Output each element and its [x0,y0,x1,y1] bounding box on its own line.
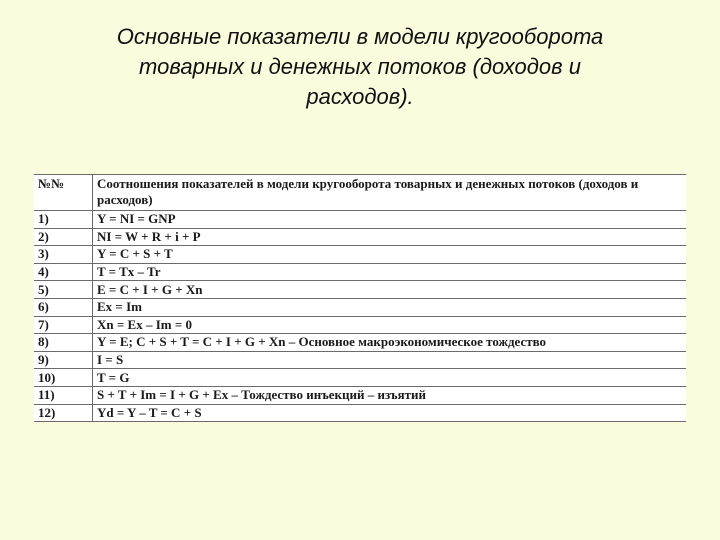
table-row [34,263,686,281]
row-number: 4) [34,263,93,281]
table-row [34,228,686,246]
ratios-table [34,174,686,422]
table-row [34,298,686,316]
row-number: 3) [34,246,93,264]
table-row [34,211,686,229]
row-number: 5) [34,281,93,299]
row-number: 8) [34,334,93,352]
table-row [34,281,686,299]
row-formula: T = G [93,369,687,387]
title-line-3: расходов). [306,84,414,109]
table-row [34,351,686,369]
row-number: 12) [34,404,93,422]
table-row [34,369,686,387]
row-formula: Y = E; C + S + T = C + I + G + Xn – Основное макроэкономическое тождество [93,334,687,352]
row-number: 6) [34,298,93,316]
table-header-row [34,175,686,211]
table-row [34,246,686,264]
row-formula: I = S [93,351,687,369]
table-row [34,404,686,422]
row-formula: Xn = Ex – Im = 0 [93,316,687,334]
table-row [34,386,686,404]
row-formula: E = C + I + G + Xn [93,281,687,299]
row-number: 9) [34,351,93,369]
row-formula: S + T + Im = I + G + Ex – Тождество инъекций – изъятий [93,386,687,404]
row-number: 7) [34,316,93,334]
header-text-cell: Соотношения показателей в модели кругооборота товарных и денежных потоков (доходов и расходов) [93,175,687,211]
header-num-cell: №№ [34,175,93,211]
slide-title [40,22,680,112]
table-row [34,334,686,352]
row-number: 2) [34,228,93,246]
table-row [34,316,686,334]
row-number: 11) [34,386,93,404]
title-line-1: Основные показатели в модели кругооборота [116,24,604,49]
row-formula: Yd = Y – T = C + S [93,404,687,422]
ratios-table-container [34,174,686,422]
row-formula: Ex = Im [93,298,687,316]
row-formula: Y = NI = GNP [93,211,687,229]
row-formula: Y = C + S + T [93,246,687,264]
row-formula: NI = W + R + i + P [93,228,687,246]
row-number: 10) [34,369,93,387]
row-number: 1) [34,211,93,229]
title-line-2: товарных и денежных потоков (доходов и [139,54,581,79]
row-formula: T = Tx – Tr [93,263,687,281]
